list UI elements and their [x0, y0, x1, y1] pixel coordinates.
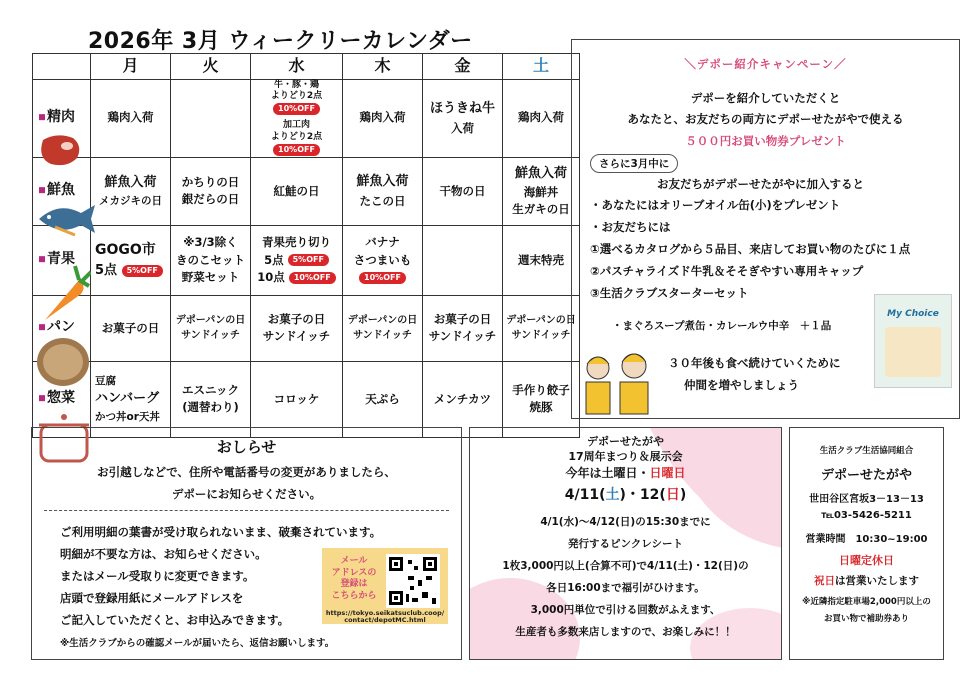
campaign-line: 仲間を増やしましょう: [684, 378, 799, 392]
cell-line: 焼豚: [529, 400, 553, 415]
cell-line: (週替わり): [182, 400, 239, 415]
cell-line: バナナ: [365, 234, 400, 249]
holiday-word: 祝日: [814, 575, 835, 587]
date-sun: 日: [665, 487, 680, 503]
cell-line: エスニック: [181, 382, 240, 397]
calendar-cell: コロッケ: [251, 361, 343, 437]
holiday-text: は営業いたします: [835, 575, 919, 587]
date-sat: 土: [605, 487, 620, 503]
cell-line: 豆腐: [95, 375, 116, 388]
notice-line: 店頭で登録用紙にメールアドレスを: [60, 591, 244, 605]
bullet-icon: [39, 396, 45, 402]
notice-footnote: ※生活クラブからの確認メールが届いたら、返信お願いします。: [60, 638, 335, 649]
category-label: 精肉: [47, 109, 75, 126]
campaign-line: あなたと、お友だちの両方にデポーせたがやで使える: [627, 112, 904, 126]
campaign-line: ３０年後も食べ続けていくために: [668, 356, 841, 370]
festival-line: 17周年まつり＆展示会: [568, 450, 683, 463]
store-parking: お買い物で補助券あり: [823, 614, 909, 624]
date-part: 4/11(: [564, 487, 606, 503]
festival-line: デポーせたがや: [587, 435, 664, 448]
cell-line: 鮮魚入荷: [514, 165, 567, 181]
campaign-line: ・まぐろスープ煮缶・カレールウ中辛 ＋１品: [612, 320, 832, 332]
store-hours: 営業時間 10:30~19:00: [805, 534, 928, 545]
notice-line: お引越しなどで、住所や電話番号の変更がありましたら、: [97, 465, 396, 479]
calendar-cell: 鶏肉入荷: [91, 79, 171, 157]
calendar-cell: 週末特売: [503, 225, 580, 295]
catalog-image: [874, 294, 952, 388]
campaign-line: お友だちがデポーせたがやに加入すると: [657, 177, 864, 191]
meat-icon: [37, 132, 83, 168]
campaign-line: ・お友だちには: [590, 220, 671, 234]
discount-badge: 10%OFF: [273, 103, 320, 115]
calendar-row-bread: [33, 295, 580, 361]
category-cell: [33, 79, 91, 157]
bullet-icon: [39, 257, 45, 263]
calendar-cell: [171, 295, 251, 361]
festival-line: 今年は土曜日・: [565, 466, 650, 480]
day-header: 火: [171, 54, 251, 80]
calendar-cell: [91, 157, 171, 225]
cell-line: ハンバーグ: [95, 391, 160, 407]
cell-line: お菓子の日: [433, 311, 492, 326]
cell-line: よりどり2点: [270, 132, 323, 143]
campaign-line: ①選べるカタログから５品目、来店してお買い物のたびに１点: [590, 242, 911, 256]
calendar-cell: [251, 295, 343, 361]
bullet-icon: [39, 115, 45, 121]
festival-date: [470, 484, 781, 504]
page-title: 2026年 3月 ウィークリーカレンダー: [88, 29, 473, 54]
cell-line: お菓子の日: [267, 311, 326, 326]
notice-line: 明細が不要な方は、お知らせください。: [60, 547, 267, 561]
festival-line: 3,000円単位で引ける回数がふえます、: [530, 604, 721, 616]
store-parking: ※近隣指定駐車場2,000円以上の: [802, 597, 931, 607]
notice-line: ご記入していただくと、お申込みできます。: [60, 613, 290, 627]
calendar-cell: メンチカツ: [423, 361, 503, 437]
cell-line: サンドイッチ: [181, 330, 240, 342]
calendar-header-row: [33, 54, 580, 80]
calendar-cell: [171, 225, 251, 295]
qr-url[interactable]: [322, 610, 448, 624]
day-header: 木: [343, 54, 423, 80]
cell-line: たこの日: [359, 193, 406, 208]
campaign-highlight: ５００円お買い物券プレゼント: [685, 134, 846, 148]
calendar-cell: 紅鮭の日: [251, 157, 343, 225]
calendar-cell: [423, 79, 503, 157]
calendar-cell: [423, 225, 503, 295]
festival-line: 発行するピンクレシート: [567, 538, 684, 550]
cell-line: デポーパンの日: [347, 314, 418, 326]
store-name: デポーせたがや: [820, 468, 912, 483]
campaign-line: デポーを紹介していただくと: [690, 91, 841, 105]
date-part: ): [679, 487, 687, 503]
store-address: 世田谷区宮坂3－13－13: [809, 494, 924, 505]
header-empty: [33, 54, 91, 80]
qr-code-icon[interactable]: [386, 554, 440, 608]
cell-line: ※3/3除く: [183, 234, 238, 249]
calendar-cell: [171, 157, 251, 225]
calendar-cell: 鶏肉入荷: [503, 79, 580, 157]
cell-line: デポーパンの日: [175, 314, 246, 326]
cell-line: きのこセット: [176, 252, 245, 267]
category-label: パン: [47, 319, 75, 336]
cell-line: 5点: [95, 263, 118, 279]
discount-badge: 5%OFF: [122, 265, 163, 277]
store-org: 生活クラブ生活協同組合: [819, 446, 914, 456]
calendar-row-fish: [33, 157, 580, 225]
store-tel[interactable]: ℡03-5426-5211: [821, 510, 912, 521]
bullet-icon: [39, 188, 45, 194]
url-line[interactable]: contact/depotMC.html: [344, 616, 426, 625]
category-label: 鮮魚: [47, 182, 75, 199]
campaign-line: ・あなたにはオリーブオイル缶(小)をプレゼント: [590, 198, 841, 212]
cell-line: GOGO市: [95, 241, 156, 258]
calendar-cell: [251, 225, 343, 295]
notice-line: ご利用明細の葉書が受け取られないまま、破棄されています。: [60, 525, 382, 539]
calendar-cell: [343, 225, 423, 295]
cell-line: 生ガキの日: [512, 202, 570, 217]
cell-line: 鮮魚入荷: [104, 175, 157, 191]
cell-line: サンドイッチ: [511, 330, 571, 342]
notice-line: またはメール受取りに変更できます。: [60, 569, 255, 583]
campaign-bubble: さらに3月中に: [590, 154, 678, 173]
calendar-cell: 鶏肉入荷: [343, 79, 423, 157]
store-panel: [789, 427, 944, 660]
calendar-cell: [343, 295, 423, 361]
notice-title: おしらせ: [216, 438, 277, 456]
cell-line: 銀だらの日: [181, 192, 240, 207]
cell-line: 手作り餃子: [512, 382, 570, 397]
bread-icon: [35, 334, 91, 388]
calendar-cell: [423, 295, 503, 361]
day-header: 水: [251, 54, 343, 80]
cell-line: サンドイッチ: [353, 330, 412, 342]
cell-line: ほうきね牛: [429, 101, 495, 117]
campaign-line: ③生活クラブスターターセット: [590, 286, 749, 300]
festival-line: 各日16:00まで福引がひけます。: [546, 582, 705, 594]
category-label: 青果: [47, 251, 75, 268]
campaign-panel: [571, 39, 960, 419]
staff-illustration: [578, 346, 656, 416]
cell-line: デポーパンの日: [506, 314, 576, 326]
store-closed: 日曜定休日: [839, 554, 894, 567]
qr-panel: [322, 548, 448, 624]
calendar-cell: [503, 157, 580, 225]
calendar-row-meat: [33, 79, 580, 157]
weekly-calendar: [32, 53, 580, 438]
festival-line: 4/1(水)～4/12(日)の15:30までに: [540, 516, 711, 528]
cell-line: メカジキの日: [99, 195, 162, 208]
category-label: 惣菜: [47, 390, 75, 407]
cell-line: 青果売り切り: [262, 234, 331, 249]
campaign-title: ＼デポー紹介キャンペーン／: [684, 57, 847, 71]
festival-line: 1枚3,000円以上(合算不可)で4/11(土)・12(日)の: [502, 560, 749, 572]
discount-badge: 10%OFF: [273, 144, 320, 156]
calendar-cell: [343, 157, 423, 225]
cell-line: かちりの日: [181, 174, 240, 189]
calendar-cell: 干物の日: [423, 157, 503, 225]
cell-line: 野菜セット: [181, 270, 240, 285]
cell-line: 加工肉: [282, 120, 310, 131]
url-line[interactable]: https://tokyo.seikatsuclub.coop/: [325, 609, 445, 617]
day-header: 金: [423, 54, 503, 80]
calendar-row-produce: [33, 225, 580, 295]
day-header: 月: [91, 54, 171, 80]
cell-line: 入荷: [451, 120, 474, 135]
discount-badge: 10%OFF: [359, 272, 406, 284]
cell-line: 牛・豚・鶏: [273, 79, 319, 90]
fish-icon: [35, 199, 99, 239]
cell-line: 5点: [264, 252, 284, 267]
day-header-saturday: 土: [503, 54, 580, 80]
calendar-cell: [503, 295, 580, 361]
divider: [44, 510, 449, 511]
festival-sunday: 日曜日: [649, 466, 686, 480]
calendar-cell: [171, 79, 251, 157]
discount-badge: 10%OFF: [289, 272, 336, 284]
calendar-cell: [251, 79, 343, 157]
campaign-line: ②パスチャライズド牛乳＆そそぎやすい専用キャップ: [590, 264, 864, 278]
cell-line: 鮮魚入荷: [356, 174, 409, 190]
cell-line: サンドイッチ: [428, 329, 497, 344]
notice-panel: [31, 427, 462, 660]
calendar-cell: [91, 225, 171, 295]
notice-line: デポーにお知らせください。: [171, 487, 322, 501]
cell-line: 海鮮丼: [523, 184, 559, 199]
calendar-cell: 天ぷら: [343, 361, 423, 437]
cell-line: よりどり2点: [270, 91, 323, 102]
festival-panel: [469, 427, 782, 660]
cell-line: サンドイッチ: [262, 329, 331, 344]
catalog-label: My Choice: [887, 309, 939, 319]
qr-label: メール アドレスの 登録は こちらから: [331, 556, 377, 602]
cell-line: 10点: [257, 270, 285, 285]
discount-badge: 5%OFF: [288, 254, 329, 266]
calendar-cell: お菓子の日: [91, 295, 171, 361]
cell-line: さつまいも: [353, 252, 412, 267]
bullet-icon: [39, 325, 45, 331]
festival-line: 生産者も多数来店しますので、お楽しみに！！: [515, 626, 736, 638]
cell-line: かつ丼or天丼: [95, 411, 160, 424]
date-part: )・12(: [619, 487, 666, 503]
